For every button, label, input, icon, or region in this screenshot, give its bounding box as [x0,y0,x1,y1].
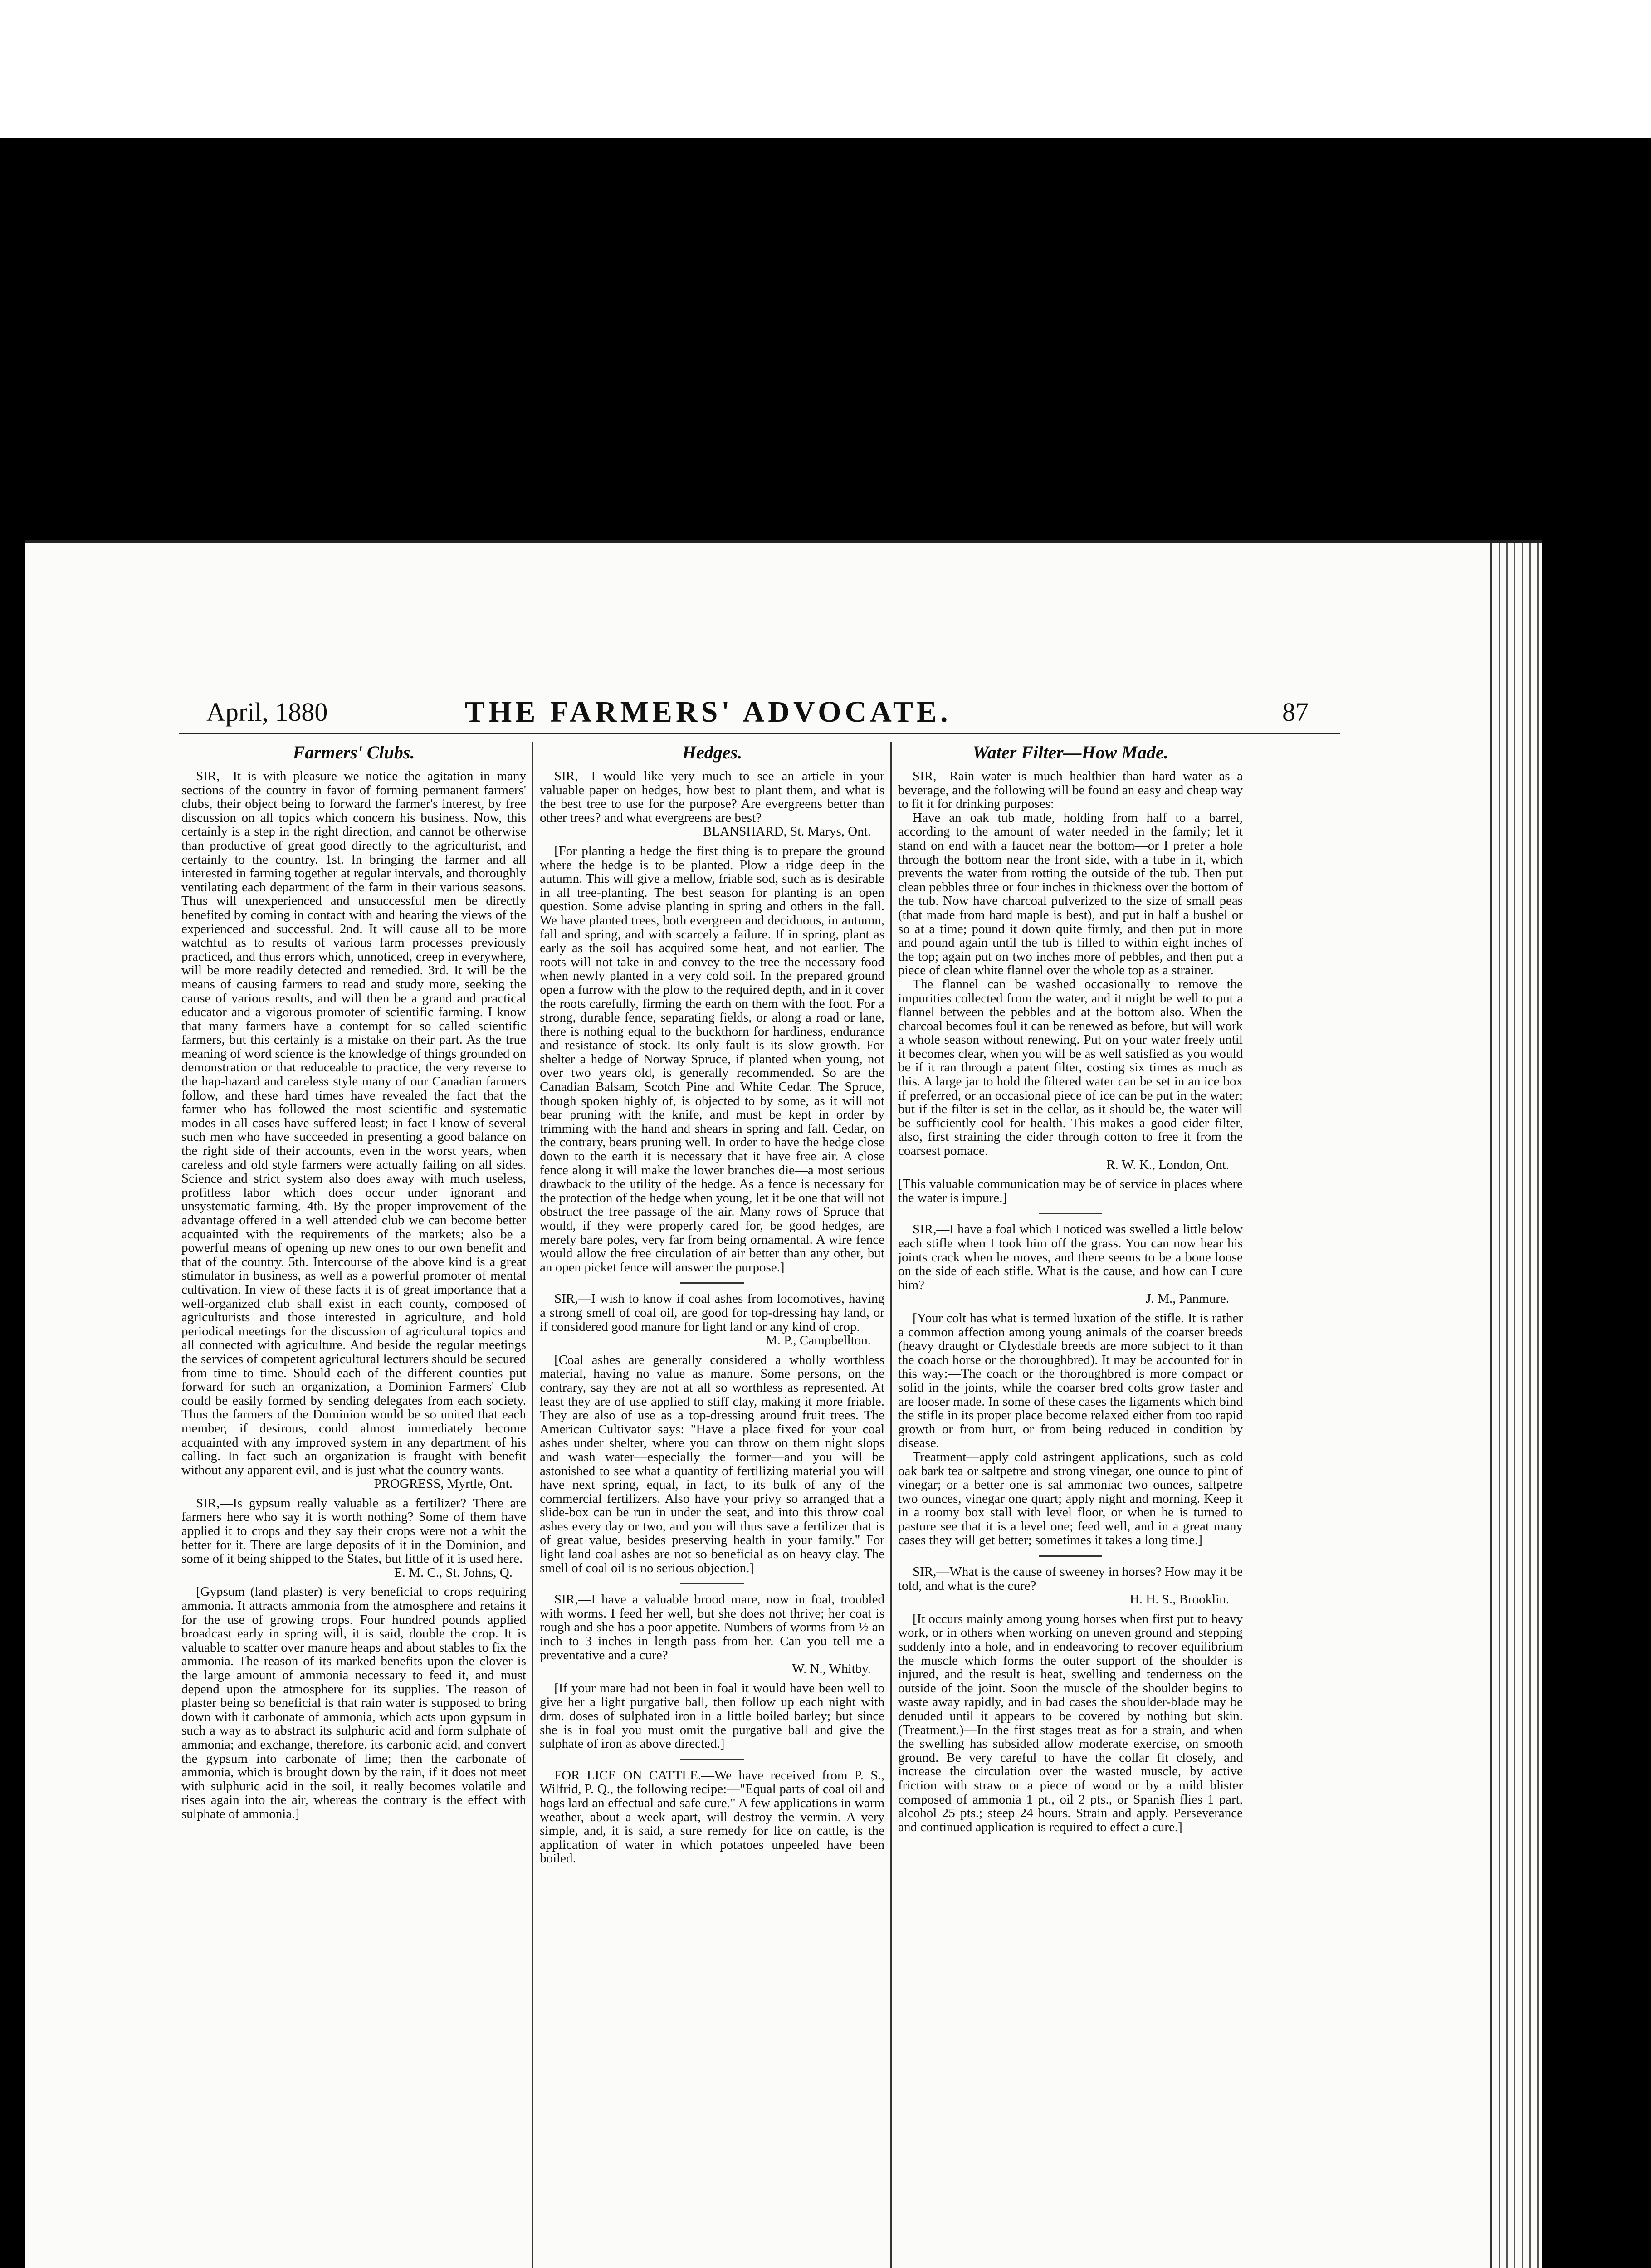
letter-farmers-clubs: SIR,—It is with pleasure we notice the agitation in many sections of the country in favor of forming permanent farmers' clubs, their object being to forward the farmer's interest, by free discussion on all topics which concern his business. Now, this certainly is a step in the right direction, and cannot be otherwise than productive of great good directly to the agriculturist, and certainly to the country. 1st. In bringing the farmer and all interested in farming together at regular intervals, and thoroughly ventilating each department of the farm in their various seasons. Thus will unexperienced and unsuccessful men be directly benefited by coming in contact with and hearing the views of the experienced and successful. 2nd. It will cause all to be more watchful as to results of various farm processes previously practiced, and thus errors which, unnoticed, creep in everywhere, will be more readily detected and remedied. 3rd. It will be the means of causing farmers to read and study more, seeking the cause of various results, and will then be a grand and practical educator and a vigorous promoter of scientific farming. I know that many farmers have a contempt for so called scientific farmers, but this certainly is a mistake on their part. As the true meaning of word science is the knowledge of things grounded on demonstration or that reduceable to practice, the very reverse to the hap-hazard and careless style many of our Canadian farmers follow, and these hard times have revealed the fact that the farmer who has followed the most scientific and systematic modes in all cases have suffered least; in fact I know of several such men who have succeeded in presenting a good balance on the right side of their accounts, even in the worst years, when careless and old style farmers were actually failing on all sides. Science and strict system also does away with much useless, profitless labor which does occur under ignorant and unsystematic farming. 4th. By the proper improvement of the advantage offered in a well attended club we can become better acquainted with the requirements of the markets; also be a powerful means of opening up new ones to our own benefit and that of the country. 5th. Intercourse of the above kind is a great stimulator in business, as well as a powerful promoter of mental cultivation. In view of these facts it is of great importance that a well-organized club shall exist in each county, composed of agriculturists and those interested in agriculture, and hold periodical meetings for the discussion of agricultural topics and all connected with agriculture. And beside the regular meetings the services of competent agricultural lecturers should be secured from time to time. Should each of the different counties put forward for such an organization, a Dominion Farmers' Club could be easily formed by sending delegates from each society. Thus the farmers of the Dominion would be so united that each member, if desirous, could almost immediately become acquainted with any improved system in any department of his calling. In fact such an organization is fraught with benefit without any apparent evil, and is just what the country wants. [181,769,526,1477]
letter-brood-mare: SIR,—I have a valuable brood mare, now in foal, troubled with worms. I feed her well, but she does not thrive; her coat is rough and she has a poor appetite. Numbers of worms from ½ an inch to 3 inches in length pass from her. Can you tell me a preventative and a cure? [540,1592,884,1662]
editor-reply-water-filter: [This valuable communication may be of service in places where the water is impure.] [898,1177,1243,1205]
letter-signature: H. H. S., Brooklin. [1129,1592,1229,1607]
article-heading-water-filter: Water Filter—How Made. [972,742,1168,763]
letter-water-filter-body: The flannel can be washed occasionally to remove the impurities collected from the water, and it might be well to put a flannel between the pebbles and at the bottom also. When the charcoal becomes foul it can be renewed as before, but will work a whole season without renewing. Put on your water freely until it becomes clear, when you will be as well satisfied as you would be if it ran through a patent filter, costing six times as much as this. A large jar to hold the filtered water can be set in an ice box if preferred, or an occasional piece of ice can be put in the water; but if the filter is set in the cellar, as it should be, the water will be sufficiently cool for health. This makes a good cider filter, also, first straining the cider through cotton to free it from the coarsest pomace. [898,977,1243,1158]
letter-signature: J. M., Panmure. [1146,1291,1229,1306]
issue-date: April, 1880 [206,697,328,727]
letter-hedges: SIR,—I would like very much to see an article in your valuable paper on hedges, how best to plant them, and what is the best tree to use for the purpose? Are evergreens better than other trees? and what evergreens are best? [540,769,884,825]
running-head [179,692,1340,734]
letter-water-filter-body: Have an oak tub made, holding from half to a barrel, according to the amount of water needed in the family; let it stand on end with a faucet near the bottom—or I prefer a hole through the bottom near the front side, with a tube in it, which prevents the water from rotting the outside of the tub. Then put clean pebbles three or four inches in thickness over the bottom of the tub. Now have charcoal pulverized to the size of small peas (that made from hard maple is best), and put in half a bushel or so at a time; pound it down quite firmly, and then put in more and pound again until the tub is filled to within eight inches of the top; again put on two inches more of pebbles, and then put a piece of clean white flannel over the whole top as a strainer. [898,810,1243,978]
editor-reply-gypsum: [Gypsum (land plaster) is very beneficial to crops requiring ammonia. It attracts ammonia from the atmosphere and retains it for the use of growing crops. Four hundred pounds applied broadcast early in spring will, it is said, double the crop. It is valuable to scatter over manure heaps and about stables to fix the ammonia. The reason of its marked benefits upon the clover is the large amount of ammonia necessary to feed it, and must depend upon the atmosphere for its supplies. The reason of plaster being so beneficial is that rain water is supposed to bring down with it carbonate of ammonia, which acts upon gypsum in such a way as to abstract its sulphuric acid and form sulphate of ammonia; and exchange, therefore, its carbonic acid, and convert the gypsum into carbonate of lime; then the carbonate of ammonia, which is brought down by the rain, if it does not meet with sulphuric acid in the soil, it really becomes volatile and rises again into the air, whereas the contrary is the effect with sulphate of ammonia.] [181,1584,526,1821]
column-3 [898,742,1243,2268]
letter-gypsum: SIR,—Is gypsum really valuable as a fertilizer? There are farmers here who say it is worth nothing? Some of them have applied it to crops and they say their crops were not a whit the better for it. There are large deposits of it in the Dominion, and some of it being shipped to the States, but little of it is used here. [181,1496,526,1566]
page-number: 87 [1282,697,1309,727]
section-divider [680,1759,744,1760]
publication-title: THE FARMERS' ADVOCATE. [465,695,952,728]
article-heading-farmers-clubs: Farmers' Clubs. [293,742,415,763]
column-1 [181,742,526,2268]
editor-reply-brood-mare: [If your mare had not been in foal it would have been well to give her a light purgative ball, then follow up each night with drm. doses of sulphated iron in a little boiled barley; but since she is in foal you must omit the purgative ball and give the sulphate of iron as above directed.] [540,1681,884,1751]
letter-foal-stifle: SIR,—I have a foal which I noticed was swelled a little below each stifle when I took him off the grass. You can now hear his joints crack when he moves, and there seems to be a bone loose on the side of each stifle. What is the cause, and how can I cure him? [898,1222,1243,1292]
editor-reply-coal-ashes: [Coal ashes are generally considered a wholly worthless material, having no value as manure. Some persons, on the contrary, say they are not at all so worthless as represented. At least they are of use applied to stiff clay, making it more friable. They are also of use as a top-dressing around fruit trees. The American Cultivator says: "Have a place fixed for your coal ashes under shelter, where you can throw on them night slops and wash water—especially the former—and you will be astonished to see what a quantity of fertilizing material you will have next spring, equal, in fact, to its bulk of any of the commercial fertilizers. Also have your privy so arranged that a slide-box can be run in under the seat, and into this throw coal ashes every day or two, and you will thus save a fertilizer that is of great value, besides preserving health in your family." For light land coal ashes are not so beneficial as on heavy clay. The smell of coal oil is no serious objection.] [540,1352,884,1575]
section-divider [1039,1555,1102,1557]
column-2 [540,742,884,2268]
editor-reply-foal-stifle: [Your colt has what is termed luxation of the stifle. It is rather a common affection among young animals of the coarser breeds (heavy draught or Clydesdale breeds are more subject to it than the coach horse or the thoroughbred). It may be accounted for in this way:—The coach or the thoroughbred is more compact or solid in the joints, while the coarser bred colts grow faster and are looser made. In some of these cases the ligaments which bind the stifle in its proper place become relaxed either from too rapid growth or from hurt, or from being reduced in condition by disease. [898,1310,1243,1451]
letter-water-filter-intro: SIR,—Rain water is much healthier than hard water as a beverage, and the following will be found an easy and cheap way to fit it for drinking purposes: [898,769,1243,811]
letter-signature: BLANSHARD, St. Marys, Ont. [703,824,871,839]
newspaper-page [25,540,1542,2268]
column-rule [532,742,533,2268]
letter-signature: W. N., Whitby. [792,1662,871,1677]
scan-border-right [1542,138,1651,2268]
editor-reply-hedges: [For planting a hedge the first thing is to prepare the ground where the hedge is to be planted. Plow a ridge deep in the autumn. This will give a mellow, friable sod, such as is desirable in all tree-planting. The best season for planting is an open question. Some advise planting in spring and others in the fall. We have planted trees, both evergreen and deciduous, in autumn, fall and spring, and with scarcely a failure. If in spring, plant as early as the soil has acquired some heat, and not earlier. The roots will not take in and convey to the tree the necessary food when newly planted in a very cold soil. In the prepared ground open a furrow with the plow to the required depth, and in it cover the roots carefully, firming the earth on them with the foot. For a strong, durable fence, separating fields, or along a road or lane, there is nothing equal to the buckthorn for hardiness, endurance and resistance of stock. Its only fault is its slow growth. For shelter a hedge of Norway Spruce, if planted when young, not over two years old, is generally recommended. So are the Canadian Balsam, Scotch Pine and White Cedar. The Spruce, though spoken highly of, is objected to by some, as it will not bear pruning with the knife, and must be kept in order by trimming with the hand and shears in spring and fall. Cedar, on the contrary, bears pruning well. In order to have the hedge close down to the earth it is necessary that it have free air. A close fence along it will make the lower branches die—a most serious drawback to the utility of the hedge. As a fence is necessary for the protection of the hedge when young, let it be one that will not obstruct the free passage of the air. Many rows of Spruce that would, if they were properly cared for, be good hedges, are merely bare poles, very far from being ornamental. A wire fence would allow the free circulation of air better than any other, but an open picket fence will answer the purpose.] [540,843,884,1275]
note-lice-on-cattle: FOR LICE ON CATTLE.—We have received from P. S., Wilfrid, P. Q., the following recipe:—"Equal parts of coal oil and hogs lard an effectual and safe cure." A few applications in warm weather, about a week apart, will destroy the vermin. A very simple, and, it is said, a sure remedy for lice on cattle, is the application of water in which potatoes unpeeled have been boiled. [540,1768,884,1866]
letter-signature: M. P., Campbellton. [765,1333,871,1348]
editor-reply-sweeney: [It occurs mainly among young horses when first put to heavy work, or in others when working on uneven ground and stepping suddenly into a hole, and in endeavoring to recover equilibrium the muscle which forms the outer support of the shoulder is injured, and the result is heat, swelling and tenderness on the outside of the joint. Soon the muscle of the shoulder begins to waste away rapidly, and in bad cases the shoulder-blade may be denuded until it appears to be covered by nothing but skin. (Treatment.)—In the first stages treat as for a strain, and when the swelling has subsided allow moderate exercise, on smooth ground. Be very careful to have the collar fit closely, and increase the circulation over the wasted muscle, by active friction with straw or a piece of wood or by a mild blister composed of ammonia 1 pt., oil 2 pts., or Spanish flies 1 part, alcohol 25 pts.; steep 24 hours. Strain and apply. Perseverance and continued application is required to effect a cure.] [898,1611,1243,1834]
scan-border-left [0,138,25,2268]
column-rule [890,742,892,2268]
section-divider [680,1282,744,1284]
section-divider [1039,1213,1102,1214]
editor-reply-foal-treatment: Treatment—apply cold astringent applications, such as cold oak bark tea or saltpetre and strong vinegar, one ounce to pint of vinegar; or a better one is sal ammoniac two ounces, saltpetre two ounces, vinegar one quart; apply night and morning. Keep it in a roomy box stall with level floor, or when he is turned to pasture see that it is a level one; feed well, and in a great many cases they will get better; sometimes it takes a long time.] [898,1449,1243,1548]
letter-signature: R. W. K., London, Ont. [1106,1157,1229,1172]
letter-signature: PROGRESS, Myrtle, Ont. [374,1476,513,1491]
letter-signature: E. M. C., St. Johns, Q. [394,1565,513,1580]
page-edge-right [1490,543,1542,2268]
article-heading-hedges: Hedges. [682,742,742,763]
letter-sweeney: SIR,—What is the cause of sweeney in horses? How may it be told, and what is the cure? [898,1564,1243,1593]
section-divider [680,1583,744,1584]
letter-coal-ashes: SIR,—I wish to know if coal ashes from locomotives, having a strong smell of coal oil, are good for top-dressing hay land, or if considered good manure for light land or any kind of crop. [540,1291,884,1334]
